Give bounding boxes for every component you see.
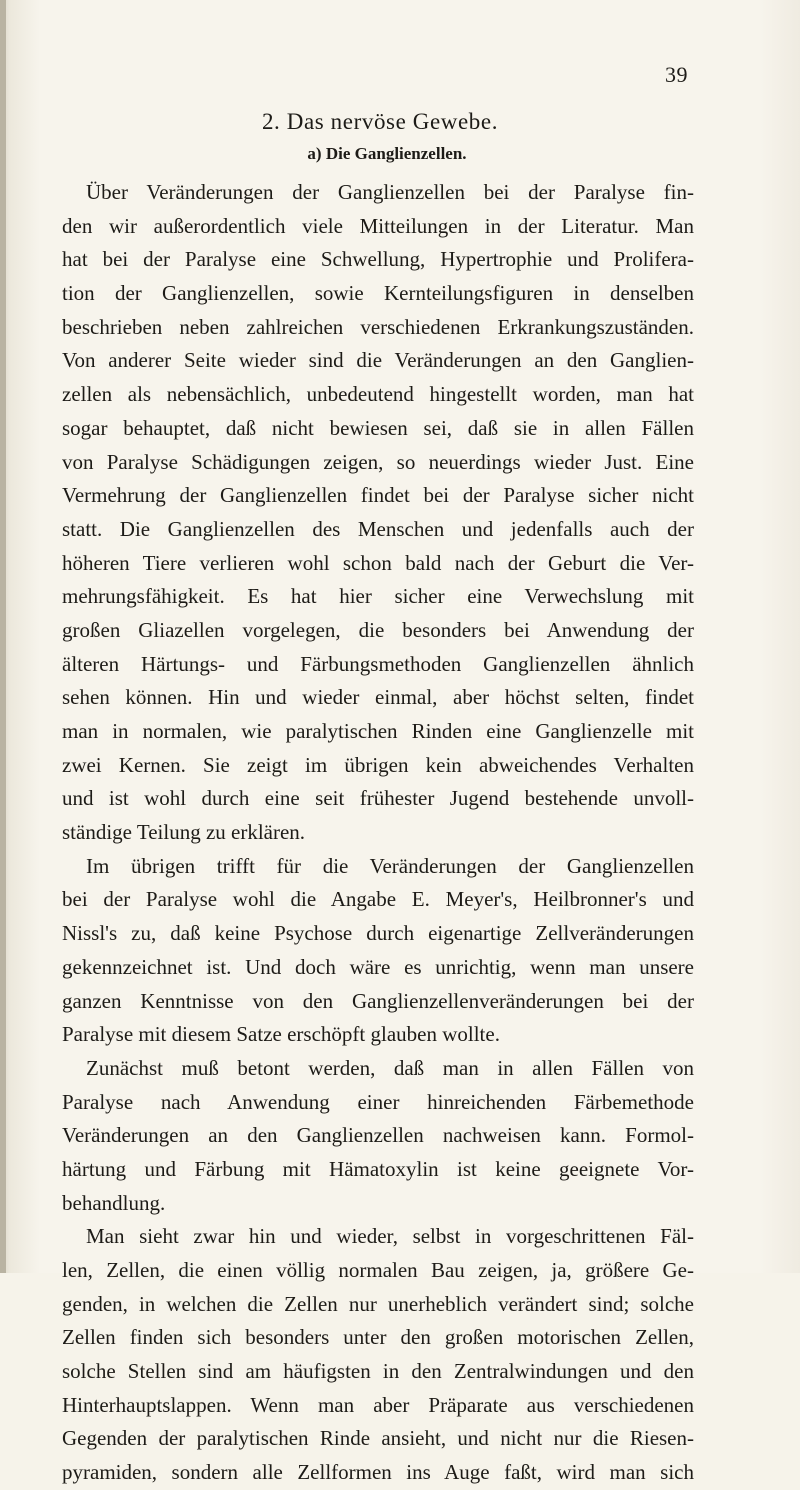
section-heading xyxy=(0,144,774,164)
text-line: Im übrigen trifft für die Veränderungen der Ganglienzellen xyxy=(86,853,694,878)
text-line: großen Gliazellen vorgelegen, die besonders bei Anwendung der xyxy=(62,617,694,642)
section-title: Die Ganglienzellen. xyxy=(325,144,467,163)
text-line: den wir außerordentlich viele Mitteilungen in der Literatur. Man xyxy=(62,213,694,238)
text-line: genden, in welchen die Zellen nur unerheblich verändert sind; solche xyxy=(62,1291,694,1316)
page-number: 39 xyxy=(665,62,688,87)
text-line: Zunächst muß betont werden, daß man in allen Fällen von xyxy=(86,1055,694,1080)
text-line: und ist wohl durch eine seit frühester Jugend bestehende unvoll- xyxy=(62,786,694,811)
text-line: sehen können. Hin und wieder einmal, aber höchst selten, findet xyxy=(62,685,694,710)
page-spine-shadow xyxy=(0,0,6,1273)
text-line: pyramiden, sondern alle Zellformen ins Auge faßt, wird man sich xyxy=(62,1460,694,1485)
text-line: Zellen finden sich besonders unter den großen motorischen Zellen, xyxy=(62,1325,694,1350)
text-line: höheren Tiere verlieren wohl schon bald nach der Geburt die Ver- xyxy=(62,550,694,575)
text-line: von Paralyse Schädigungen zeigen, so neuerdings wieder Just. Eine xyxy=(62,449,694,474)
text-line: len, Zellen, die einen völlig normalen Bau zeigen, ja, größere Ge- xyxy=(62,1258,694,1282)
text-line: Man sieht zwar hin und wieder, selbst in vorgeschrittenen Fäl- xyxy=(86,1224,694,1249)
text-line: Hinterhauptslappen. Wenn man aber Präparate aus verschiedenen xyxy=(62,1392,694,1417)
text-line: Über Veränderungen der Ganglienzellen bei der Paralyse fin- xyxy=(86,180,694,204)
text-line: man in normalen, wie paralytischen Rinden eine Ganglienzelle mit xyxy=(62,719,694,743)
text-line: bei der Paralyse wohl die Angabe E. Meyer's, Heilbronner's und xyxy=(62,887,694,912)
text-line: statt. Die Ganglienzellen des Menschen und jedenfalls auch der xyxy=(62,516,694,541)
text-line: sogar behauptet, daß nicht bewiesen sei, daß sie in allen Fällen xyxy=(62,415,694,440)
text-line: Nissl's zu, daß keine Psychose durch eigenartige Zellveränderungen xyxy=(62,921,694,946)
text-line: zwei Kernen. Sie zeigt im übrigen kein abweichendes Verhalten xyxy=(62,752,694,777)
text-line: Paralyse nach Anwendung einer hinreichenden Färbemethode xyxy=(62,1089,694,1114)
chapter-title: 2. Das nervöse Gewebe. xyxy=(261,109,499,134)
text-line: Vermehrung der Ganglienzellen findet bei der Paralyse sicher nicht xyxy=(62,483,694,508)
text-line: härtung und Färbung mit Hämatoxylin ist keine geeignete Vor- xyxy=(62,1156,694,1181)
text-line: mehrungsfähigkeit. Es hat hier sicher eine Verwechslung mit xyxy=(62,584,694,609)
text-line: solche Stellen sind am häufigsten in den Zentralwindungen und den xyxy=(62,1359,694,1384)
text-line: Paralyse mit diesem Satze erschöpft glauben wollte. xyxy=(62,1022,500,1047)
text-line: Veränderungen an den Ganglienzellen nachweisen kann. Formol- xyxy=(62,1123,694,1148)
text-line: zellen als nebensächlich, unbedeutend hingestellt worden, man hat xyxy=(62,382,694,407)
text-line: Von anderer Seite wieder sind die Veränderungen an den Ganglien- xyxy=(62,348,694,373)
text-line: älteren Härtungs- und Färbungsmethoden Ganglienzellen ähnlich xyxy=(62,651,694,676)
text-line: behandlung. xyxy=(62,1190,166,1215)
text-line: gekennzeichnet ist. Und doch wäre es unrichtig, wenn man unsere xyxy=(62,954,694,979)
text-line: tion der Ganglienzellen, sowie Kernteilungsfiguren in denselben xyxy=(62,281,694,306)
text-line: hat bei der Paralyse eine Schwellung, Hypertrophie und Prolifera- xyxy=(62,247,694,272)
section-marker: a) xyxy=(307,144,322,163)
text-line: beschrieben neben zahlreichen verschiedenen Erkrankungszuständen. xyxy=(62,314,694,339)
text-line: Gegenden der paralytischen Rinde ansieht, und nicht nur die Riesen- xyxy=(62,1426,694,1451)
text-line: ständige Teilung zu erklären. xyxy=(62,820,306,845)
text-line: ganzen Kenntnisse von den Ganglienzellenveränderungen bei der xyxy=(62,988,694,1013)
body-text xyxy=(62,176,694,1490)
